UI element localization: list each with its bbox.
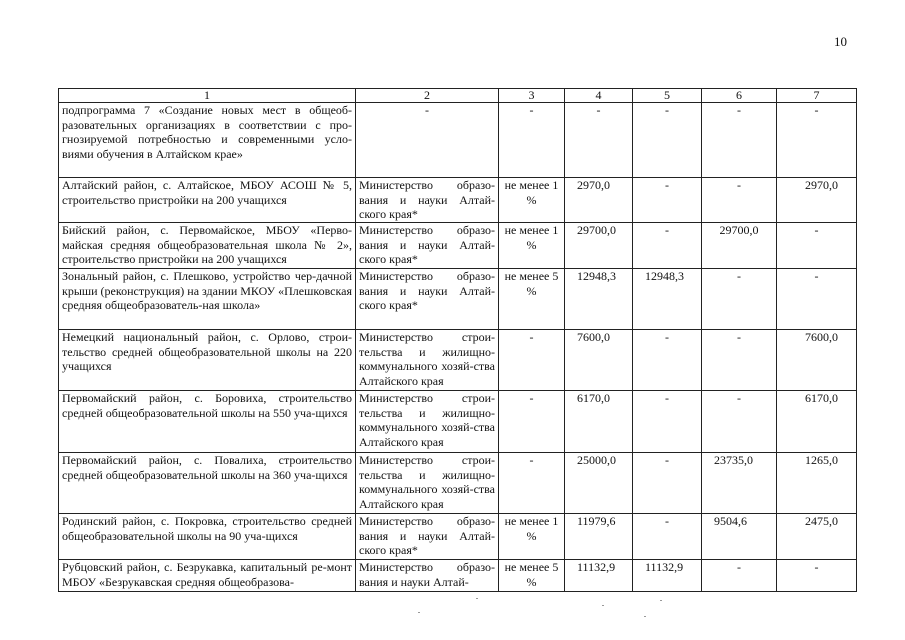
- object-name-cell: подпрограмма 7 «Создание новых мест в общеоб-разовательных организациях в соответствии с про-гнозируемой потребностью и современными усло-виями обучения в Алтайском крае»: [59, 103, 356, 178]
- value-cell-6: 9504,6: [702, 514, 777, 560]
- share-cell: -: [499, 453, 565, 514]
- executor-cell: Министерство строи-тельства и жилищно-коммунального хозяй-ства Алтайского края: [356, 391, 499, 453]
- value-cell-7: -: [777, 560, 857, 592]
- value-cell-4: 2970,0: [565, 178, 633, 223]
- object-name-cell: Зональный район, с. Плешково, устройство чер-дачной крыши (реконструкция) на здании МКОУ «Плешковская средняя общеобразователь-ная школа»: [59, 269, 356, 330]
- column-header: 1: [59, 89, 356, 103]
- share-cell: не менее 1 %: [499, 178, 565, 223]
- table-row: [59, 178, 857, 223]
- value-cell-6: -: [702, 103, 777, 178]
- table-row: [59, 330, 857, 391]
- value-cell-6: -: [702, 178, 777, 223]
- object-name-cell: Рубцовский район, с. Безрукавка, капитальный ре-монт МБОУ «Безрукавская средняя общеобразова-: [59, 560, 356, 592]
- value-cell-5: -: [633, 453, 702, 514]
- value-cell-7: 2475,0: [777, 514, 857, 560]
- value-cell-6: -: [702, 560, 777, 592]
- column-header: 7: [777, 89, 857, 103]
- value-cell-4: 11132,9: [565, 560, 633, 592]
- share-cell: не менее 1 %: [499, 223, 565, 269]
- executor-cell: Министерство строи-тельства и жилищно-коммунального хозяй-ства Алтайского края: [356, 453, 499, 514]
- column-header: 5: [633, 89, 702, 103]
- object-name-cell: Бийский район, с. Первомайское, МБОУ «Перво-майская средняя общеобразовательная школа № 2», строительство пристройки на 200 учащихся: [59, 223, 356, 269]
- scan-speck: [476, 598, 478, 599]
- value-cell-7: -: [777, 269, 857, 330]
- value-cell-5: -: [633, 178, 702, 223]
- value-cell-6: 29700,0: [702, 223, 777, 269]
- value-cell-7: 6170,0: [777, 391, 857, 453]
- executor-cell: Министерство образо-вания и науки Алтай-ского края*: [356, 178, 499, 223]
- value-cell-7: -: [777, 223, 857, 269]
- scan-speck: [660, 600, 662, 601]
- value-cell-4: 25000,0: [565, 453, 633, 514]
- share-cell: -: [499, 330, 565, 391]
- value-cell-5: -: [633, 223, 702, 269]
- value-cell-5: -: [633, 514, 702, 560]
- scan-speck: [418, 612, 420, 613]
- program-table: [58, 88, 857, 592]
- table-header-row: [59, 89, 857, 103]
- object-name-cell: Алтайский район, с. Алтайское, МБОУ АСОШ № 5, строительство пристройки на 200 учащихся: [59, 178, 356, 223]
- table-row: [59, 453, 857, 514]
- object-name-cell: Немецкий национальный район, с. Орлово, строи-тельство средней общеобразовательной школы на 220 учащихся: [59, 330, 356, 391]
- table-row: [59, 269, 857, 330]
- column-header: 6: [702, 89, 777, 103]
- scan-speck: [602, 605, 604, 606]
- value-cell-4: 7600,0: [565, 330, 633, 391]
- executor-cell: Министерство образо-вания и науки Алтай-ского края*: [356, 223, 499, 269]
- value-cell-5: -: [633, 330, 702, 391]
- executor-cell: Министерство образо-вания и науки Алтай-ского края*: [356, 269, 499, 330]
- object-name-cell: Родинский район, с. Покровка, строительство средней общеобразовательной школы на 90 уча-щихся: [59, 514, 356, 560]
- column-header: 4: [565, 89, 633, 103]
- column-header: 3: [499, 89, 565, 103]
- value-cell-4: 6170,0: [565, 391, 633, 453]
- column-header: 2: [356, 89, 499, 103]
- value-cell-4: 12948,3: [565, 269, 633, 330]
- table-row: [59, 560, 857, 592]
- scan-speck: [644, 616, 646, 617]
- page-number: 10: [834, 34, 847, 49]
- share-cell: не менее 5 %: [499, 560, 565, 592]
- executor-cell: Министерство образо-вания и науки Алтай-ского края*: [356, 514, 499, 560]
- value-cell-4: 29700,0: [565, 223, 633, 269]
- value-cell-7: -: [777, 103, 857, 178]
- value-cell-7: 2970,0: [777, 178, 857, 223]
- value-cell-5: 12948,3: [633, 269, 702, 330]
- value-cell-6: -: [702, 330, 777, 391]
- value-cell-7: 7600,0: [777, 330, 857, 391]
- share-cell: -: [499, 103, 565, 178]
- value-cell-4: -: [565, 103, 633, 178]
- object-name-cell: Первомайский район, с. Боровиха, строительство средней общеобразовательной школы на 550 уча-щихся: [59, 391, 356, 453]
- share-cell: не менее 5 %: [499, 269, 565, 330]
- table-row: [59, 103, 857, 178]
- share-cell: не менее 1 %: [499, 514, 565, 560]
- executor-cell: Министерство образо-вания и науки Алтай-: [356, 560, 499, 592]
- value-cell-4: 11979,6: [565, 514, 633, 560]
- executor-cell: -: [356, 103, 499, 178]
- value-cell-6: -: [702, 269, 777, 330]
- value-cell-6: 23735,0: [702, 453, 777, 514]
- share-cell: -: [499, 391, 565, 453]
- object-name-cell: Первомайский район, с. Повалиха, строительство средней общеобразовательной школы на 360 уча-щихся: [59, 453, 356, 514]
- value-cell-5: -: [633, 391, 702, 453]
- value-cell-5: -: [633, 103, 702, 178]
- value-cell-5: 11132,9: [633, 560, 702, 592]
- table-row: [59, 223, 857, 269]
- value-cell-7: 1265,0: [777, 453, 857, 514]
- table-row: [59, 391, 857, 453]
- table-row: [59, 514, 857, 560]
- executor-cell: Министерство строи-тельства и жилищно-коммунального хозяй-ства Алтайского края: [356, 330, 499, 391]
- value-cell-6: -: [702, 391, 777, 453]
